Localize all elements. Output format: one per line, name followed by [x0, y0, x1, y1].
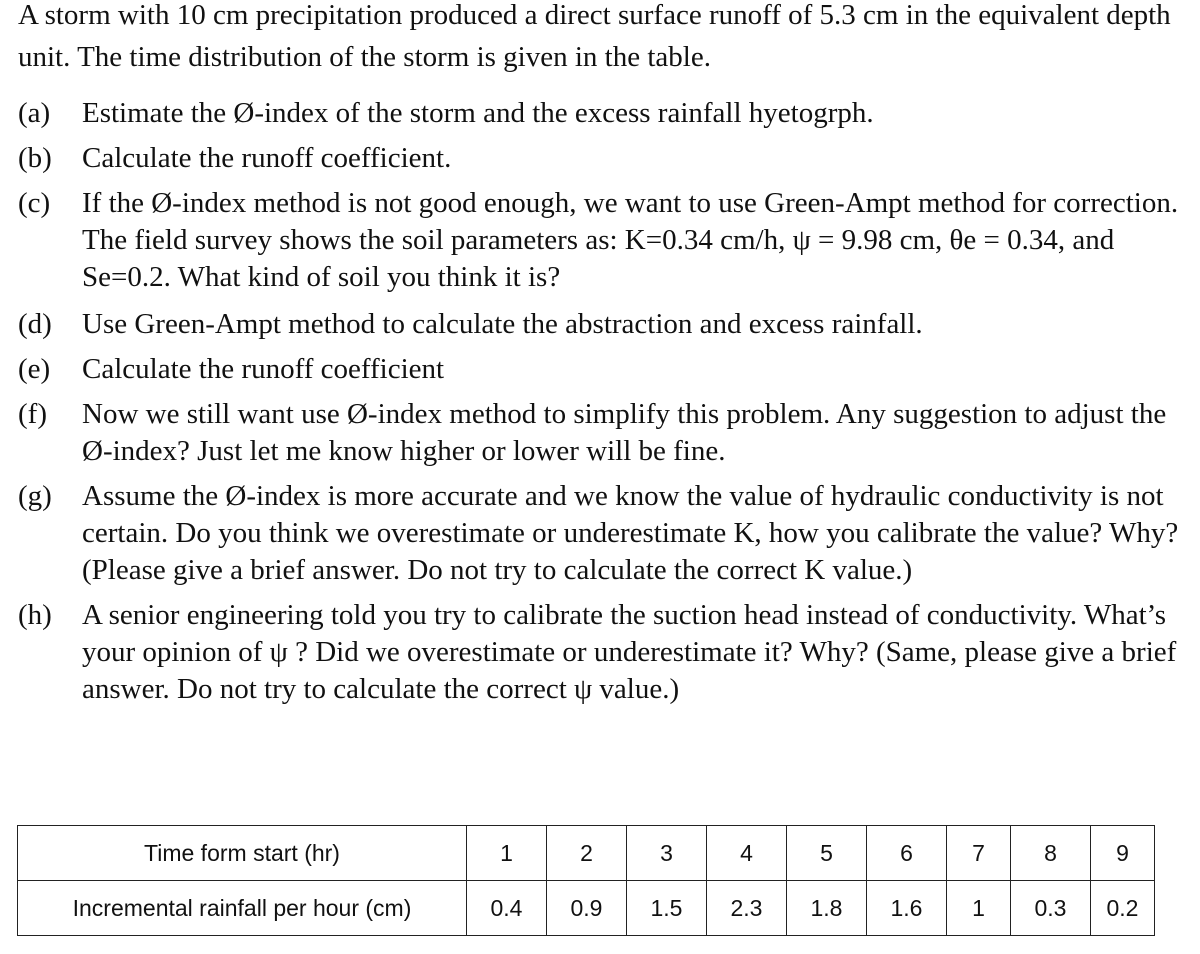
rainfall-cell: 1.5 [627, 881, 707, 936]
time-cell: 7 [947, 826, 1011, 881]
rainfall-cell: 1.8 [787, 881, 867, 936]
question-h [18, 597, 1188, 708]
time-cell: 6 [867, 826, 947, 881]
rainfall-row-header: Incremental rainfall per hour (cm) [18, 881, 467, 936]
rainfall-cell: 0.4 [467, 881, 547, 936]
time-cell: 2 [547, 826, 627, 881]
rainfall-cell: 2.3 [707, 881, 787, 936]
question-text: Calculate the runoff coefficient [82, 353, 445, 385]
rainfall-cell: 1 [947, 881, 1011, 936]
time-cell: 8 [1011, 826, 1091, 881]
time-row-header: Time form start (hr) [18, 826, 467, 881]
question-f [18, 396, 1188, 470]
question-text: Calculate the runoff coefficient. [82, 142, 452, 174]
question-label: (a) [18, 97, 51, 129]
question-g [18, 478, 1188, 589]
problem-intro: A storm with 10 cm precipitation produced a direct surface runoff of 5.3 cm in the equivalent depth unit. The time distribution of the storm is given in the table. [18, 0, 1171, 73]
question-b [18, 140, 1188, 177]
question-label: (h) [18, 599, 52, 631]
question-text: If the Ø-index method is not good enough, we want to use Green-Ampt method for correction. The field survey shows the soil parameters as: K=0.34 cm/h, ψ = 9.98 cm, θe = 0.34, and Se=0.2. What kind of soil you think it is? [82, 187, 1179, 293]
question-text: Use Green-Ampt method to calculate the abstraction and excess rainfall. [82, 308, 923, 340]
rainfall-table [17, 825, 1155, 936]
question-c [18, 185, 1188, 296]
time-cell: 9 [1091, 826, 1155, 881]
question-label: (e) [18, 353, 51, 385]
question-text: Now we still want use Ø-index method to simplify this problem. Any suggestion to adjust the Ø-index? Just let me know higher or lower will be fine. [82, 398, 1167, 467]
rainfall-row [18, 881, 1155, 936]
question-text: Assume the Ø-index is more accurate and we know the value of hydraulic conductivity is not certain. Do you think we overestimate or underestimate K, how you calibrate the value? Why? (Please give a brief answer. Do not try to calculate the correct K value.) [82, 480, 1179, 586]
question-text: Estimate the Ø-index of the storm and the excess rainfall hyetogrph. [82, 97, 874, 129]
question-a [18, 95, 1188, 132]
question-d [18, 306, 1188, 343]
question-e [18, 351, 1188, 388]
rainfall-cell: 0.2 [1091, 881, 1155, 936]
question-list [18, 95, 1188, 708]
time-cell: 3 [627, 826, 707, 881]
question-label: (g) [18, 480, 52, 512]
question-label: (d) [18, 308, 52, 340]
time-row [18, 826, 1155, 881]
question-label: (c) [18, 187, 51, 219]
time-cell: 4 [707, 826, 787, 881]
rainfall-cell: 0.9 [547, 881, 627, 936]
question-label: (b) [18, 142, 52, 174]
time-cell: 5 [787, 826, 867, 881]
rainfall-cell: 1.6 [867, 881, 947, 936]
question-label: (f) [18, 398, 47, 430]
question-text: A senior engineering told you try to calibrate the suction head instead of conductivity. What’s your opinion of ψ ? Did we overestimate or underestimate it? Why? (Same, please give a brief answer. Do not try to calculate the correct ψ value.) [82, 599, 1177, 705]
rainfall-cell: 0.3 [1011, 881, 1091, 936]
time-cell: 1 [467, 826, 547, 881]
